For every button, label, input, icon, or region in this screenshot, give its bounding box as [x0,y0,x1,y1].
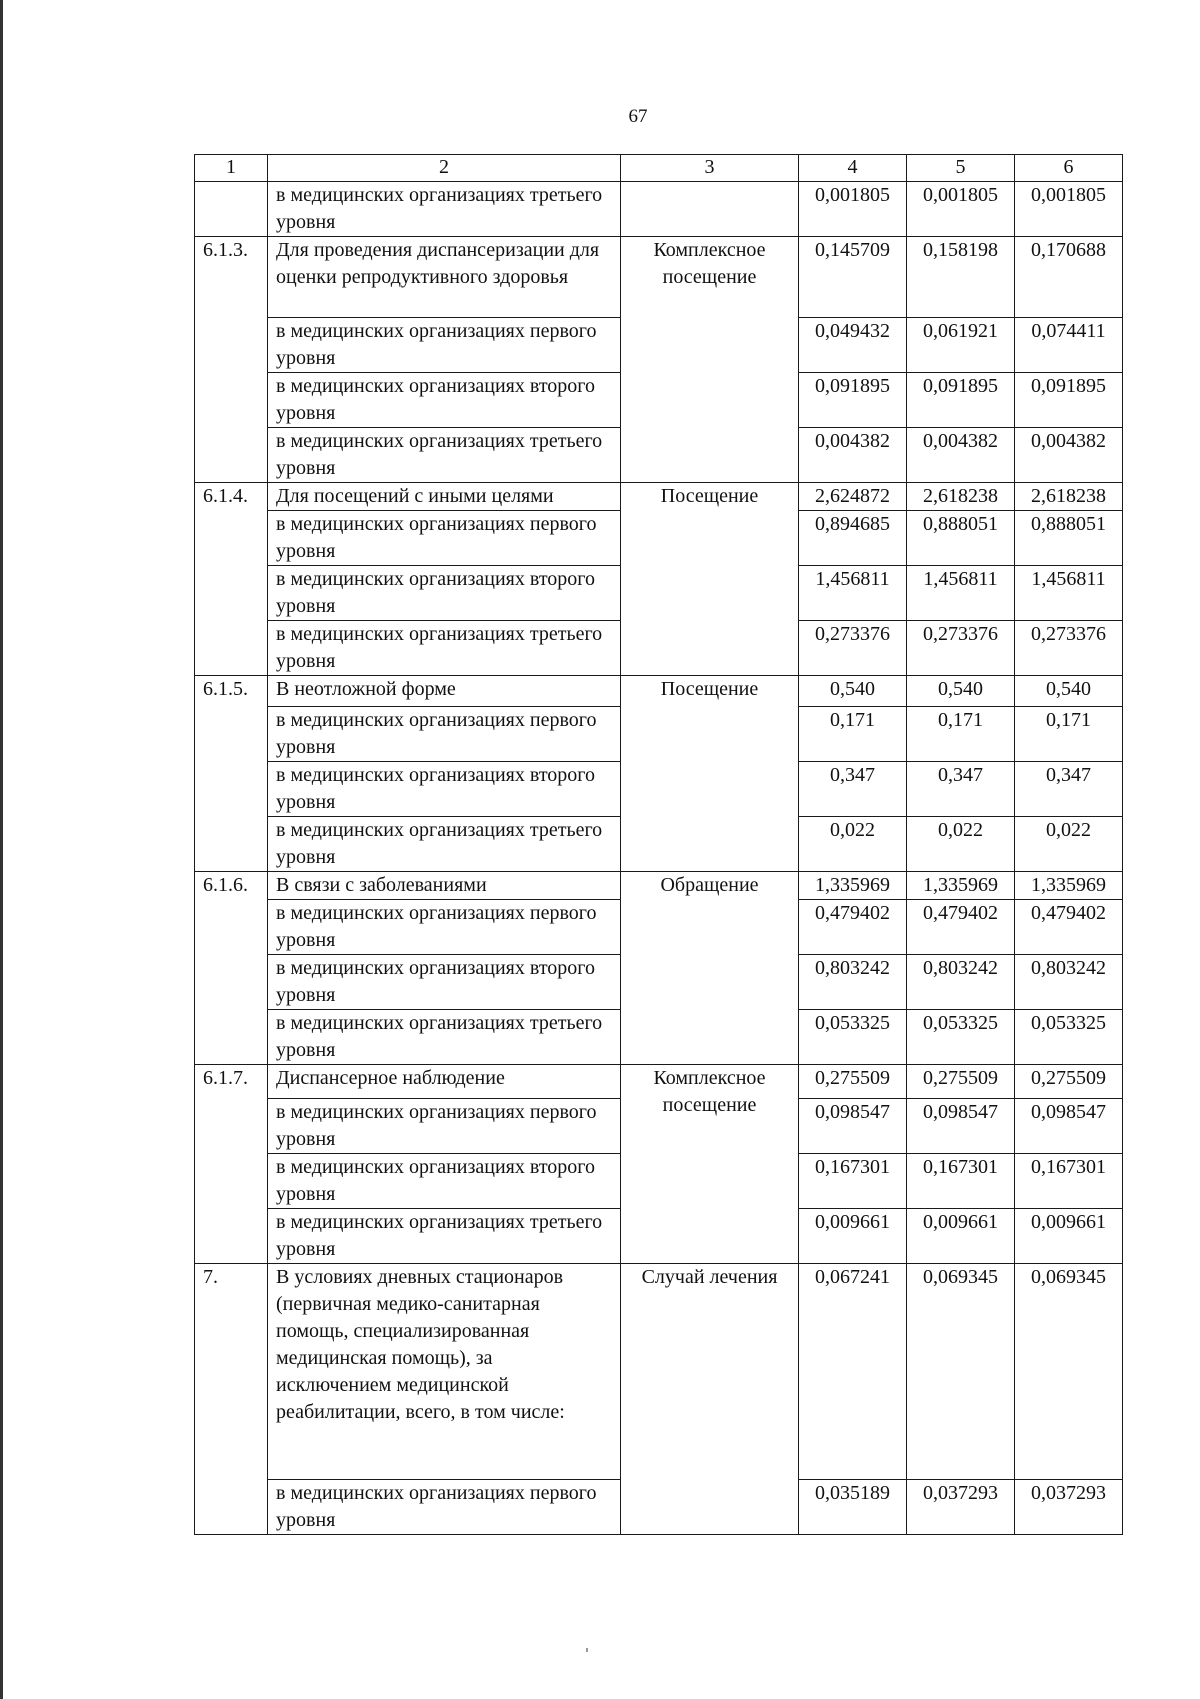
value-col-4: 0,098547 [799,1099,907,1154]
indicators-table [194,154,1123,1535]
column-header: 5 [907,155,1015,182]
value-col-5: 0,091895 [907,373,1015,428]
row-description: в медицинских организациях третьего уровня [268,1209,621,1264]
row-description: в медицинских организациях первого уровня [268,1099,621,1154]
value-col-5: 0,171 [907,707,1015,762]
page-number: 67 [628,106,648,127]
value-col-5: 2,618238 [907,483,1015,511]
row-unit: Посещение [621,676,799,872]
row-description: Для посещений с иными целями [268,483,621,511]
value-col-4: 0,035189 [799,1480,907,1535]
value-col-6: 0,479402 [1015,900,1123,955]
value-col-4: 0,803242 [799,955,907,1010]
row-description: В условиях дневных стационаров (первичная медико-санитарная помощь, специализированная медицинская помощь), за исключением медицинской реабилитации, всего, в том числе: [268,1264,621,1480]
value-col-5: 0,001805 [907,182,1015,237]
row-description: в медицинских организациях второго уровня [268,373,621,428]
value-col-5: 0,803242 [907,955,1015,1010]
row-description: в медицинских организациях первого уровня [268,900,621,955]
table-row [195,676,1123,707]
value-col-5: 0,069345 [907,1264,1015,1480]
value-col-5: 0,037293 [907,1480,1015,1535]
value-col-4: 0,479402 [799,900,907,955]
row-description: в медицинских организациях второго уровня [268,762,621,817]
row-description: в медицинских организациях второго уровня [268,955,621,1010]
value-col-4: 0,091895 [799,373,907,428]
value-col-4: 1,335969 [799,872,907,900]
value-col-6: 0,888051 [1015,511,1123,566]
value-col-6: 1,456811 [1015,566,1123,621]
value-col-6: 0,347 [1015,762,1123,817]
row-number: 6.1.6. [195,872,268,1065]
value-col-5: 0,888051 [907,511,1015,566]
row-description: в медицинских организациях третьего уровня [268,182,621,237]
value-col-6: 2,618238 [1015,483,1123,511]
value-col-5: 1,335969 [907,872,1015,900]
row-description: в медицинских организациях третьего уровня [268,428,621,483]
value-col-4: 0,275509 [799,1065,907,1099]
row-description: Диспансерное наблюдение [268,1065,621,1099]
row-number: 6.1.4. [195,483,268,676]
value-col-5: 0,540 [907,676,1015,707]
value-col-6: 0,037293 [1015,1480,1123,1535]
column-header: 4 [799,155,907,182]
row-unit [621,182,799,237]
value-col-4: 0,167301 [799,1154,907,1209]
value-col-5: 1,456811 [907,566,1015,621]
value-col-6: 0,098547 [1015,1099,1123,1154]
scan-speck [586,1648,588,1652]
row-unit: Комплексное посещение [621,1065,799,1264]
value-col-4: 0,009661 [799,1209,907,1264]
page-edge [0,0,3,1699]
row-number: 6.1.5. [195,676,268,872]
value-col-6: 0,091895 [1015,373,1123,428]
value-col-5: 0,275509 [907,1065,1015,1099]
value-col-6: 0,074411 [1015,318,1123,373]
row-number [195,182,268,237]
row-description: в медицинских организациях третьего уровня [268,817,621,872]
value-col-6: 0,053325 [1015,1010,1123,1065]
value-col-6: 1,335969 [1015,872,1123,900]
column-header: 6 [1015,155,1123,182]
value-col-4: 0,022 [799,817,907,872]
row-description: в медицинских организациях первого уровня [268,511,621,566]
value-col-5: 0,009661 [907,1209,1015,1264]
row-description: в медицинских организациях третьего уровня [268,1010,621,1065]
value-col-5: 0,004382 [907,428,1015,483]
table-row [195,1264,1123,1480]
table-row [195,483,1123,511]
value-col-6: 0,001805 [1015,182,1123,237]
value-col-5: 0,167301 [907,1154,1015,1209]
value-col-6: 0,004382 [1015,428,1123,483]
row-description: Для проведения диспансеризации для оценки репродуктивного здоровья [268,237,621,318]
row-description: в медицинских организациях второго уровня [268,1154,621,1209]
row-description: в медицинских организациях первого уровня [268,1480,621,1535]
value-col-4: 0,171 [799,707,907,762]
row-unit: Обращение [621,872,799,1065]
value-col-5: 0,479402 [907,900,1015,955]
value-col-4: 0,049432 [799,318,907,373]
row-description: в медицинских организациях второго уровня [268,566,621,621]
value-col-5: 0,053325 [907,1010,1015,1065]
value-col-5: 0,158198 [907,237,1015,318]
value-col-6: 0,803242 [1015,955,1123,1010]
value-col-4: 0,273376 [799,621,907,676]
value-col-4: 0,347 [799,762,907,817]
row-description: в медицинских организациях первого уровня [268,318,621,373]
value-col-4: 0,004382 [799,428,907,483]
value-col-4: 0,894685 [799,511,907,566]
value-col-6: 0,275509 [1015,1065,1123,1099]
value-col-4: 0,001805 [799,182,907,237]
value-col-5: 0,022 [907,817,1015,872]
value-col-4: 0,067241 [799,1264,907,1480]
value-col-4: 0,053325 [799,1010,907,1065]
row-description: в медицинских организациях первого уровня [268,707,621,762]
row-description: в медицинских организациях третьего уровня [268,621,621,676]
value-col-6: 0,009661 [1015,1209,1123,1264]
value-col-6: 0,069345 [1015,1264,1123,1480]
row-unit: Комплексное посещение [621,237,799,483]
value-col-4: 1,456811 [799,566,907,621]
column-header: 1 [195,155,268,182]
row-number: 6.1.3. [195,237,268,483]
row-description: В неотложной форме [268,676,621,707]
row-unit: Посещение [621,483,799,676]
row-number: 7. [195,1264,268,1535]
row-number: 6.1.7. [195,1065,268,1264]
table-row [195,1065,1123,1099]
value-col-4: 2,624872 [799,483,907,511]
value-col-6: 0,022 [1015,817,1123,872]
column-header: 3 [621,155,799,182]
value-col-5: 0,061921 [907,318,1015,373]
value-col-5: 0,347 [907,762,1015,817]
row-unit: Случай лечения [621,1264,799,1535]
value-col-6: 0,170688 [1015,237,1123,318]
value-col-6: 0,167301 [1015,1154,1123,1209]
value-col-5: 0,098547 [907,1099,1015,1154]
table-row [195,237,1123,318]
table-row [195,872,1123,900]
column-header: 2 [268,155,621,182]
value-col-4: 0,145709 [799,237,907,318]
row-description: В связи с заболеваниями [268,872,621,900]
value-col-6: 0,171 [1015,707,1123,762]
value-col-5: 0,273376 [907,621,1015,676]
table-header-row [195,155,1123,182]
table-body [195,155,1123,1535]
value-col-6: 0,540 [1015,676,1123,707]
table-row [195,182,1123,237]
value-col-4: 0,540 [799,676,907,707]
value-col-6: 0,273376 [1015,621,1123,676]
